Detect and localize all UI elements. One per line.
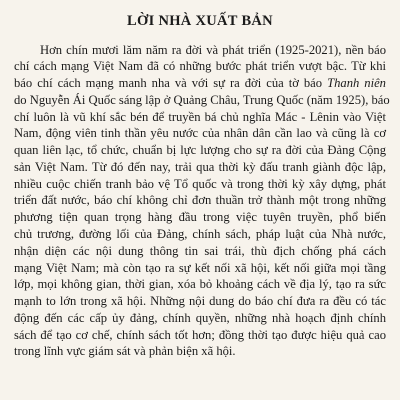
paragraph-line: mạnh to lớn trong xã hội. Những nội dung do báo chí đưa ra đều có tác <box>14 294 386 308</box>
paragraph-line: phương tiện quan trọng hàng đầu trong việc tuyên truyền, phổ biến <box>14 210 386 224</box>
paragraph-line: triển đất nước, báo chí không chỉ đơn thuần trở thành một trong những <box>14 193 386 207</box>
paragraph-line: nhận diện các nội dung thông tin sai trái, thù địch chống phá cách <box>14 244 386 258</box>
paragraph-line-last: trong lĩnh vực giám sát và phản biện xã hội. <box>14 344 236 358</box>
paragraph-line: mạng Việt Nam; mà còn tạo ra sự kết nối xã hội, kết nối giữa mọi tầng <box>14 261 386 275</box>
paragraph-line: Hơn chín mươi lăm năm ra đời và phát triển (1925-2021), nền báo <box>40 43 386 57</box>
paragraph-line: quan liên lạc, tổ chức, chuẩn bị lực lượng cho sự ra đời của Đảng Cộng <box>14 143 386 157</box>
paragraph-line: chí luôn là vũ khí sắc bén để truyền bá chủ nghĩa Mác - Lênin vào Việt <box>14 110 386 124</box>
paragraph-line: động đến các cấp ủy đảng, chính quyền, những nhà hoạch định chính <box>14 311 386 325</box>
page-title: LỜI NHÀ XUẤT BẢN <box>127 13 273 29</box>
paragraph-line: Nam, động viên tinh thần yêu nước của nhân dân cần lao và cũng là cơ <box>14 126 386 140</box>
line-text: báo chí cách mạng manh nha và với sự ra đời của tờ báo <box>14 76 323 90</box>
paragraph-line: do Nguyễn Ái Quốc sáng lập ở Quảng Châu, Trung Quốc (năm 1925), báo <box>14 93 390 107</box>
newspaper-title: Thanh niên <box>327 76 386 90</box>
paragraph-line: lớp, mọi không gian, thời gian, xóa bỏ khoảng cách về địa lý, tạo ra sức <box>14 277 386 291</box>
paragraph-line-with-italic <box>14 76 386 91</box>
paragraph-line: sách để tạo cơ chế, chính sách tốt hơn; đồng thời tạo được hiệu quả cao <box>14 328 386 342</box>
paragraph-line: chí cách mạng Việt Nam đã có những bước phát triển vượt bậc. Từ khi <box>14 59 386 73</box>
paragraph-line: sản Việt Nam. Từ đó đến nay, trải qua thời kỳ đấu tranh giành độc lập, <box>14 160 386 174</box>
paragraph-line: nhiều cuộc chiến tranh bảo vệ Tổ quốc và trong thời kỳ xây dựng, phát <box>14 177 386 191</box>
paragraph-line: chủ trương, đường lối của Đảng, chính sách, pháp luật của Nhà nước, <box>14 227 386 241</box>
